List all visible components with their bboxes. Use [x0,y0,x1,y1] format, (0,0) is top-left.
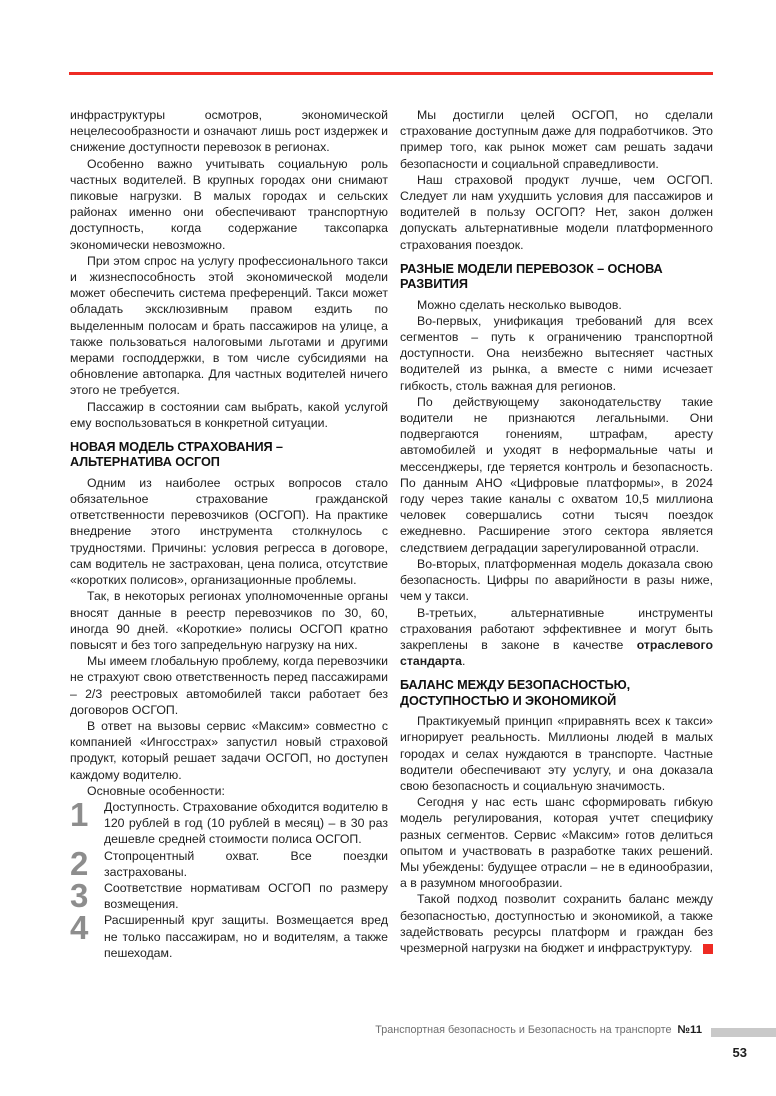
left-column [70,107,388,961]
list-item-text: Доступность. Страхование обходится водителю в 120 рублей в год (10 рублей в месяц) – в 30 раз дешевле средней стоимости полиса ОСГОП. [104,799,388,847]
paragraph [400,713,713,794]
list-number: 3 [70,876,88,914]
section-heading: НОВАЯ МОДЕЛЬ СТРАХОВАНИЯ – АЛЬТЕРНАТИВА ОСГОП [70,440,283,470]
paragraph-text: Так, в некоторых регионах уполномоченные органы вносят данные в реестр перевозчиков по 30, 60, иногда 90 дней. «Короткие» полисы ОСГОП кратно повысят и без того запредельную нагрузку на них. [70,589,388,652]
paragraph [70,107,388,156]
paragraph [70,653,388,718]
paragraph [400,891,713,956]
paragraph [400,313,713,394]
footer-issue-label: №11 [677,1024,702,1036]
numbered-list-item [70,909,388,961]
paragraph [70,399,388,431]
numbered-list-item [70,795,388,848]
paragraph-text: инфраструктуры осмотров, экономической нецелесообразности и означают лишь рост издержек и снижение доступности перевозок в регионах. [70,108,388,155]
paragraph-text: Основные особенности: [87,783,225,798]
list-item-text: Стопроцентный охват. Все поездки застрахованы. [104,848,388,879]
paragraph [70,475,388,588]
paragraph [70,783,388,799]
paragraph-text: Мы имеем глобальную проблему, когда перевозчики не страхуют свою ответственность перед пассажирами – 2/3 реестровых автомобилей такси работает без договоров ОСГОП. [70,654,388,717]
footer-bar [711,1028,776,1037]
paragraph-text: Наш страховой продукт лучше, чем ОСГОП. Следует ли нам ухудшить условия для пассажиров и водителей в пользу ОСГОП? Нет, закон должен допускать альтернативные модели платформенного страхования поездок. [400,172,713,252]
footer-journal-line [375,1024,702,1037]
paragraph-text: Во-первых, унификация требований для всех сегментов – путь к ограничению транспортной доступности. Она неизбежно вытесняет частных водителей из рынка, а вместе с ними исчезает гибкость, столь важная для регионов. [400,313,713,393]
page-number: 53 [732,1045,747,1060]
article-end-marker [703,944,713,954]
paragraph [70,156,388,253]
top-rule [69,72,713,75]
footer-journal-title: Транспортная безопасность и Безопасность на транспорте [375,1024,672,1036]
paragraph [70,588,388,653]
list-item-text: Расширенный круг защиты. Возмещается вред не только пассажирам, но и водителям, а также пешеходам. [104,913,388,960]
numbered-list-item [70,876,388,914]
section-heading: РАЗНЫЕ МОДЕЛИ ПЕРЕВОЗОК – ОСНОВА РАЗВИТИЯ [400,261,663,292]
paragraph-text: Такой подход позволит сохранить баланс между безопасностью, доступностью и экономикой, а также задействовать ресурсы платформ и граждан без чрезмерной нагрузки на бюджет и инфраструктуру. [400,892,713,955]
list-number: 2 [70,844,88,882]
bold-text: отраслевого стандарта [400,637,713,669]
paragraph-text: Можно сделать несколько выводов. [417,297,622,312]
list-number: 4 [70,909,88,947]
paragraph-text: При этом спрос на услугу профессионального такси и жизнеспособность этой экономической модели может обеспечить система преференций. Такси может обладать эксклюзивным правом ездить по выделенным полосам и брать пассажиров на улице, а также пользоваться налоговыми льготами и другими мерами господдержки, в том числе субсидиями на обновление автопарка. Для частных водителей ничего этого не требуется. [70,253,388,398]
paragraph [400,556,713,605]
section-heading: БАЛАНС МЕЖДУ БЕЗОПАСНОСТЬЮ, ДОСТУПНОСТЬЮ И ЭКОНОМИКОЙ [400,678,630,708]
paragraph-text: Практикуемый принцип «приравнять всех к такси» игнорирует реальность. Миллионы людей в малых городах и селах нуждаются в транспорте. Частные водители обеспечивают эту услугу, и она доказала свою безопасность и социальную значимость. [400,714,713,793]
paragraph-text: В-третьих, альтернативные инструменты страхования работают эффективнее и могут быть закреплены в законе в качестве [400,605,713,652]
paragraph [400,394,713,556]
paragraph-text: Одним из наиболее острых вопросов стало обязательное страхование гражданской ответственности перевозчиков (ОСГОП). На практике внедрение этого инструмента столкнулось с трудностями. Причины: условия регресса в договоре, сам водитель не застрахован, цена полиса, отсутствие «коротких полисов», организационные проблемы. [70,475,388,588]
paragraph-text: . [461,654,466,669]
list-number: 1 [70,795,88,833]
list-item-text: Соответствие нормативам ОСГОП по размеру возмещения. [104,880,388,912]
paragraph-text: По действующему законодательству такие водители не признаются легальными. Они подвергаются гонениям, штрафам, аресту автомобилей и уходят в неформальные чаты и мессенджеры, где теряется контроль и безопасность. По данным АНО «Цифровые платформы», в 2024 году через такие каналы с охватом 10,5 миллиона человек совершались сотни тысяч поездок ежедневно. Расширение этого сектора является следствием деградации зарегулированной отрасли. [400,394,713,555]
paragraph-text: Пассажир в состоянии сам выбрать, какой услугой ему воспользоваться в конкретной ситуации. [70,399,388,430]
paragraph [400,107,713,172]
right-column [400,107,713,961]
paragraph [400,794,713,891]
paragraph-text: В ответ на вызовы сервис «Максим» совместно с компанией «Ингосстрах» запустил новый страховой продукт, который решает задачи ОСГОП, но доступен каждому водителю. [70,718,388,782]
paragraph-text: Сегодня у нас есть шанс сформировать гибкую модель регулирования, которая учтет специфику разных сегментов. Сервис «Максим» готов делиться опытом и участвовать в разработке таких решений. Мы убеждены: будущее отрасли – не в единообразии, а в разумном многообразии. [400,795,713,891]
paragraph [400,172,713,253]
paragraph [400,297,713,313]
paragraph-text: Во-вторых, платформенная модель доказала свою безопасность. Цифры по аварийности в разы ниже, чем у такси. [400,556,713,604]
paragraph [70,253,388,399]
numbered-list-item [70,844,388,882]
paragraph-text: Мы достигли целей ОСГОП, но сделали страхование доступным даже для подработчиков. Это пример того, как рынок может сам решать задачи безопасности и социальной справедливости. [400,108,713,171]
article-body [70,107,713,961]
paragraph [400,605,713,670]
paragraph-text: Особенно важно учитывать социальную роль частных водителей. В крупных городах они снимают пиковые нагрузки. В малых городах и сельских районах именно они обеспечивают транспортную доступность, когда содержание таксопарка экономически невозможно. [70,156,388,252]
paragraph [70,718,388,783]
